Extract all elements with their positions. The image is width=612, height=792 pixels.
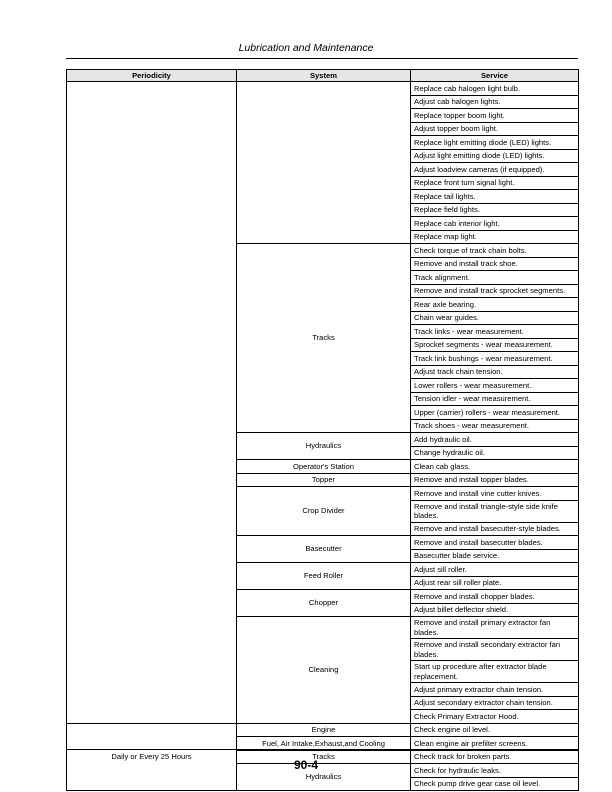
service-cell: Remove and install track sprocket segments. [411, 284, 579, 298]
service-cell: Adjust secondary extractor chain tension. [411, 696, 579, 710]
service-cell: Adjust primary extractor chain tension. [411, 683, 579, 697]
table-body [67, 82, 579, 791]
service-cell: Track shoes - wear measurement. [411, 419, 579, 433]
service-cell: Replace tail lights. [411, 190, 579, 204]
service-cell: Remove and install topper blades. [411, 473, 579, 487]
service-cell: Start up procedure after extractor blade replacement. [411, 661, 579, 683]
service-cell: Adjust light emitting diode (LED) lights. [411, 149, 579, 163]
service-cell: Check for hydraulic leaks. [411, 764, 579, 778]
service-cell: Replace field lights. [411, 203, 579, 217]
system-cell: Basecutter [237, 536, 411, 563]
system-cell: Cleaning [237, 617, 411, 724]
system-cell: Fuel, Air Intake,Exhaust,and Cooling [237, 737, 411, 751]
system-cell: Topper [237, 473, 411, 487]
service-cell: Remove and install vine cutter knives. [411, 487, 579, 501]
system-cell: Crop Divider [237, 487, 411, 536]
service-cell: Remove and install primary extractor fan blades. [411, 617, 579, 639]
service-cell: Adjust loadview cameras (if equipped). [411, 163, 579, 177]
service-cell: Replace cab interior light. [411, 217, 579, 231]
service-cell: Lower rollers - wear measurement. [411, 379, 579, 393]
maintenance-table [66, 69, 579, 791]
service-cell: Replace topper boom light. [411, 109, 579, 123]
system-cell: Operator's Station [237, 460, 411, 474]
service-cell: Tension idler - wear measurement. [411, 392, 579, 406]
header-rule [66, 58, 578, 59]
service-cell: Track link bushings - wear measurement. [411, 352, 579, 366]
page-header-title: Lubrication and Maintenance [238, 42, 374, 54]
service-cell: Remove and install triangle-style side knife blades. [411, 500, 579, 522]
service-cell: Adjust billet deflector shield. [411, 603, 579, 617]
column-header-service: Service [411, 70, 579, 82]
service-cell: Chain wear guides. [411, 311, 579, 325]
column-header-system: System [237, 70, 411, 82]
service-cell: Adjust sill roller. [411, 563, 579, 577]
system-cell: Hydraulics [237, 764, 411, 791]
service-cell: Track links - wear measurement. [411, 325, 579, 339]
service-cell: Check pump drive gear case oil level. [411, 777, 579, 791]
service-cell: Clean cab glass. [411, 460, 579, 474]
system-cell: Chopper [237, 590, 411, 617]
service-cell: Upper (carrier) rollers - wear measurement. [411, 406, 579, 420]
system-cell: Tracks [237, 244, 411, 433]
service-cell: Replace cab halogen light bulb. [411, 82, 579, 96]
service-cell: Remove and install basecutter-style blades. [411, 522, 579, 536]
service-cell: Replace map light. [411, 230, 579, 244]
table-row [67, 82, 579, 96]
service-cell: Clean engine air prefilter screens. [411, 737, 579, 751]
service-cell: Check engine oil level. [411, 723, 579, 737]
service-cell: Check Primary Extractor Hood. [411, 710, 579, 724]
service-cell: Remove and install secondary extractor fan blades. [411, 639, 579, 661]
service-cell: Basecutter blade service. [411, 549, 579, 563]
system-cell: Engine [237, 723, 411, 737]
periodicity-cell: Daily or Every 25 Hours [67, 723, 237, 791]
service-cell: Add hydraulic oil. [411, 433, 579, 447]
page-number: 90-4 [293, 758, 319, 772]
system-cell [237, 82, 411, 244]
column-header-periodicity: Periodicity [67, 70, 237, 82]
service-cell: Remove and install basecutter blades. [411, 536, 579, 550]
service-cell: Change hydraulic oil. [411, 446, 579, 460]
service-cell: Sprocket segments - wear measurement. [411, 338, 579, 352]
system-cell: Feed Roller [237, 563, 411, 590]
table-header-row [67, 70, 579, 82]
service-cell: Adjust rear sill roller plate. [411, 576, 579, 590]
service-cell: Rear axle bearing. [411, 298, 579, 312]
system-cell: Hydraulics [237, 433, 411, 460]
system-cell: Tracks [237, 750, 411, 764]
service-cell: Adjust cab halogen lights. [411, 95, 579, 109]
footer-rule [66, 749, 578, 750]
service-cell: Track alignment. [411, 271, 579, 285]
service-cell: Check track for broken parts. [411, 750, 579, 764]
service-cell: Replace light emitting diode (LED) lights. [411, 136, 579, 150]
table-row [67, 723, 579, 737]
service-cell: Remove and install chopper blades. [411, 590, 579, 604]
service-cell: Adjust track chain tension. [411, 365, 579, 379]
service-cell: Check torque of track chain bolts. [411, 244, 579, 258]
service-cell: Replace front turn signal light. [411, 176, 579, 190]
service-cell: Remove and install track shoe. [411, 257, 579, 271]
periodicity-cell [67, 82, 237, 724]
service-cell: Adjust topper boom light. [411, 122, 579, 136]
